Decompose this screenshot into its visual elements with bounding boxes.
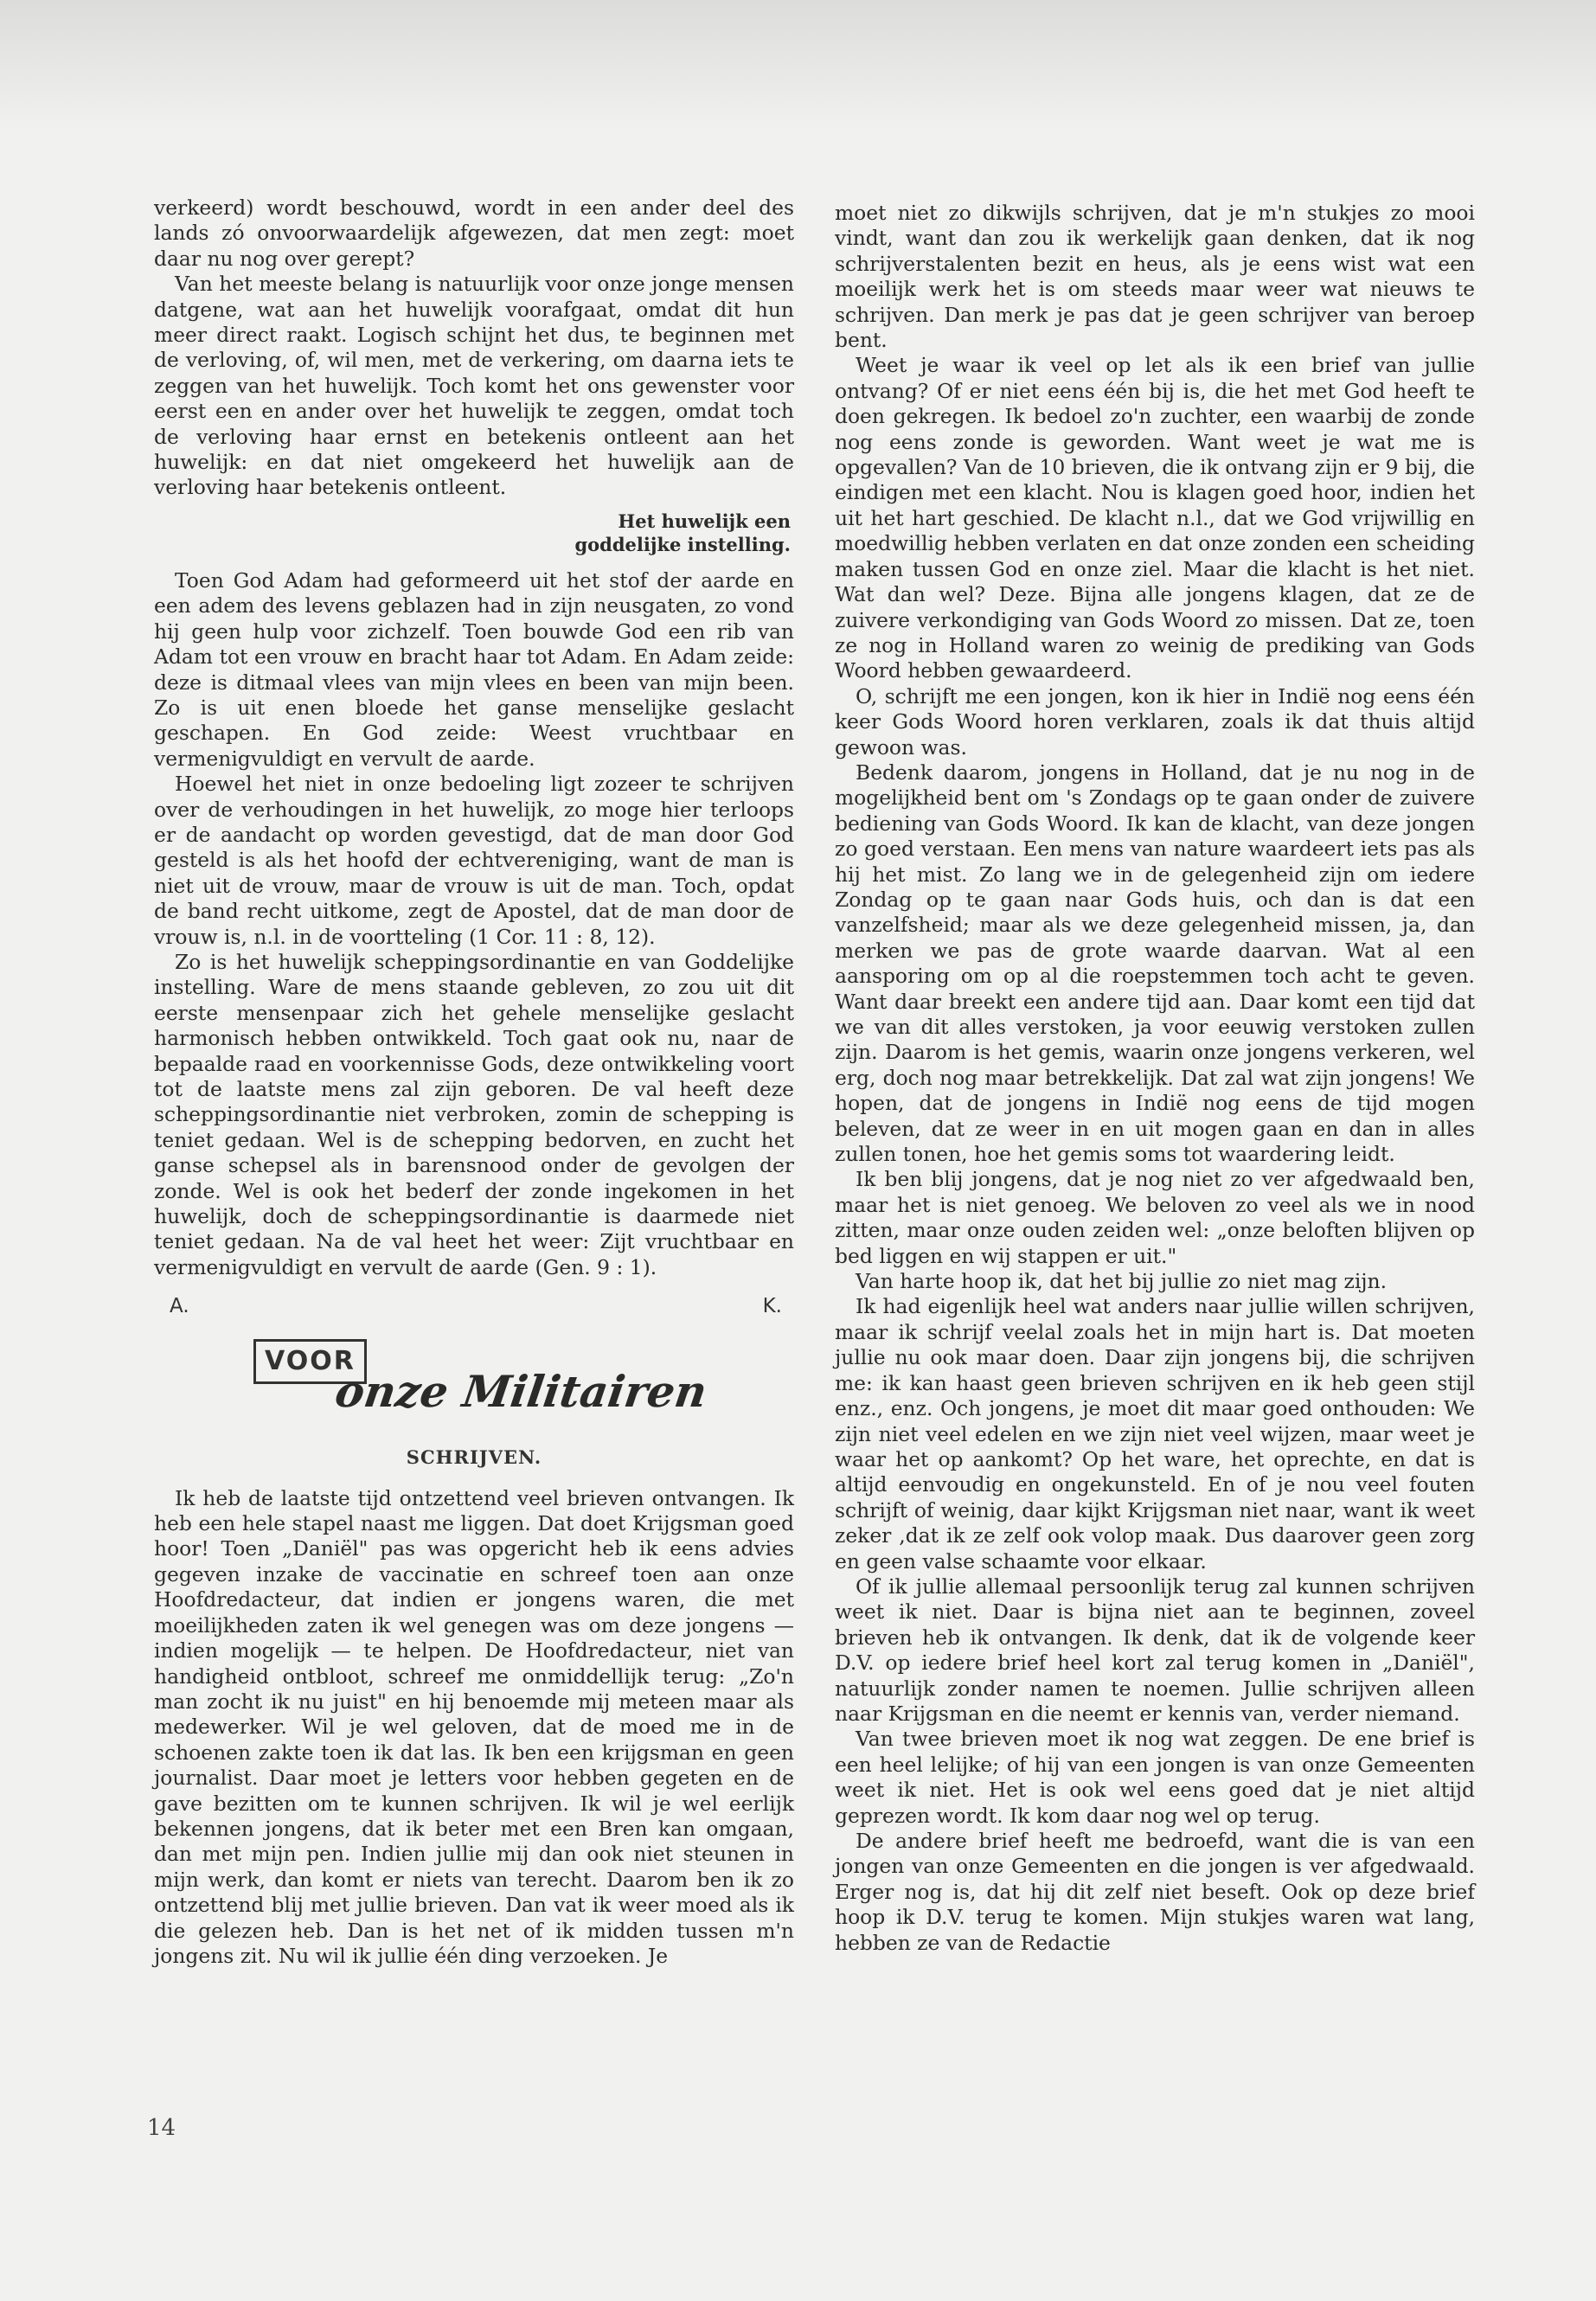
left-column — [154, 195, 794, 1969]
paragraph: Van het meeste belang is natuurlijk voor onze jonge mensen datgene, wat aan het huwelijk voorafgaat, omdat dit hun meer direct raakt. Logisch schijnt het dus, te beginnen met de verloving, of, wil men, met de verkering, om daarna iets te zeggen van het huwelijk. Toch komt het ons gewenster voor eerst een en ander over het huwelijk te zeggen, omdat toch de verloving haar ernst en betekenis ontleent aan het huwelijk: en dat niet omgekeerd het huwelijk aan de verloving haar betekenis ontleent. — [154, 272, 794, 500]
paragraph: Zo is het huwelijk scheppingsordinantie en van Goddelijke instelling. Ware de mens staande gebleven, zo zou uit dit eerste mensenpaar zich het gehele menselijke geslacht harmonisch hebben ontwikkeld. Toch gaat ook nu, naar de bepaalde raad en voorkennisse Gods, deze ontwikkeling voort tot de laatste mens zal zijn geboren. De val heeft deze scheppingsordinantie niet verbroken, zomin de schepping is teniet gedaan. Wel is de schepping bedorven, en zucht het ganse schepsel als in barensnood onder de gevolgen der zonde. Wel is ook het bederf der zonde ingekomen in het huwelijk, doch de scheppingsordinantie is daarmede niet teniet gedaan. Na de val heet het weer: Zijt vruchtbaar en vermenigvuldigt en vervult de aarde (Gen. 9 : 1). — [154, 949, 794, 1279]
paragraph: Of ik jullie allemaal persoonlijk terug zal kunnen schrijven weet ik niet. Daar is bijna niet aan te beginnen, zoveel brieven heb ik ontvangen. Ik denk, dat ik de volgende keer D.V. op iedere brief heel kort zal terug komen in „Daniël", natuurlijk zonder namen te noemen. Jullie schrijven alleen naar Krijgsman en die neemt er kennis van, verder niemand. — [835, 1574, 1475, 1726]
paragraph: Ik ben blij jongens, dat je nog niet zo ver afgedwaald ben, maar het is niet genoeg. We beloven zo veel als we in nood zitten, maar onze ouden zeiden wel: „onze beloften blijven op bed liggen en wij stappen er uit." — [835, 1167, 1475, 1268]
paragraph: O, schrijft me een jongen, kon ik hier in Indië nog eens één keer Gods Woord horen verklaren, zoals ik dat thuis altijd gewoon was. — [835, 683, 1475, 760]
paragraph: moet niet zo dikwijls schrijven, dat je m'n stukjes zo mooi vindt, want dan zou ik werkelijk gaan denken, dat ik nog schrijverstalenten bezit en heus, als je eens wist wat een moeilijk werk het is om steeds maar weer wat nieuws te schrijven. Dan merk je pas dat je geen schrijver van beroep bent. — [835, 201, 1475, 353]
paragraph: Van twee brieven moet ik nog wat zeggen. De ene brief is een heel lelijke; of hij van een jongen is van onze Gemeenten weet ik niet. Het is ook wel eens goed dat je niet altijd geprezen wordt. Ik kom daar nog wel op terug. — [835, 1727, 1475, 1828]
paragraph: verkeerd) wordt beschouwd, wordt in een ander deel des lands zó onvoorwaardelijk afgewezen, dat men zegt: moet daar nu nog over gerept? — [154, 195, 794, 271]
paragraph: Ik had eigenlijk heel wat anders naar jullie willen schrijven, maar ik schrijf veelal zoals het in mijn hart is. Dat moeten jullie nu ook maar doen. Daar zijn jongens bij, die schrijven me: ik kan haast geen brieven schrijven en ik heb geen stijl enz., enz. Och jongens, je moet dit maar goed onthouden: We zijn niet veel edelen en we zijn niet veel wijzen, maar weet je waar het op aankomt? Op het ware, het oprechte, en dat is altijd eenvoudig en ongekunsteld. En of je nou veel fouten schrijft of weinig, daar kijkt Krijgsman niet naar, want ik weet zeker ,dat ik ze zelf ook volop maak. Dus daarover geen zorg en geen valse schaamte voor elkaar. — [835, 1294, 1475, 1574]
article-title: SCHRIJVEN. — [406, 1445, 542, 1468]
signature-initial-right: K. — [762, 1295, 782, 1318]
paragraph: Ik heb de laatste tijd ontzettend veel brieven ontvangen. Ik heb een hele stapel naast me liggen. Dat doet Krijgsman goed hoor! Toen „Daniël" pas was opgericht heb ik eens advies gegeven inzake de vaccinatie en schreef toen aan onze Hoofdredacteur, dat indien er jongens waren, die met moeilijkheden zaten ik wel genegen was om deze jongens — indien mogelijk — te helpen. De Hoofdredacteur, niet van handigheid ontbloot, schreef me onmiddellijk terug: „Zo'n man zocht ik nu juist" en hij benoemde mij meteen maar als medewerker. Wil je wel geloven, dat de moed me in de schoenen zakte toen ik dat las. Ik ben een krijgsman en geen journalist. Daar moet je letters voor hebben gegeten en de gave bezitten om te kunnen schrijven. Ik wil je wel eerlijk bekennen jongens, dat ik beter met een Bren kan omgaan, dan met mijn pen. Indien jullie mij dan ook niet steunen in mijn werk, dan komt er niets van terecht. Daarom ben ik zo ontzettend blij met jullie brieven. Dan vat ik weer moed als ik die gelezen heb. Dan is het net of ik midden tussen m'n jongens zit. Nu wil ik jullie één ding verzoeken. Je — [154, 1485, 794, 1968]
paragraph: Weet je waar ik veel op let als ik een brief van jullie ontvang? Of er niet eens één bij is, die het met God heeft te doen gekregen. Ik bedoel zo'n zuchter, een waarbij de zonde nog eens zonde is geworden. Want weet je wat me is opgevallen? Van de 10 brieven, die ik ontvang zijn er 9 bij, die eindigen met een klacht. Nou is klagen goed hoor, indien het uit het hart geschied. De klacht n.l., dat we God vrijwillig en moedwillig hebben verlaten en dat onze zonden een scheiding maken tussen God en onze ziel. Maar die klacht is het niet. Wat dan wel? Deze. Bijna alle jongens klagen, dat ze de zuivere verkondiging van Gods Woord zo missen. Dat ze, toen ze nog in Holland waren zo weinig de prediking van Gods Woord hebben gewaardeerd. — [835, 353, 1475, 683]
paragraph: Van harte hoop ik, dat het bij jullie zo niet mag zijn. — [856, 1269, 1388, 1294]
masthead-box-label: VOOR — [253, 1339, 367, 1384]
paragraph: Toen God Adam had geformeerd uit het stof der aarde en een adem des levens geblazen had in zijn neusgaten, zo vond hij geen hulp voor zichzelf. Toen bouwde God een rib van Adam tot een vrouw en bracht haar tot Adam. En Adam zeide: deze is ditmaal vlees van mijn vlees en been van mijn been. Zo is uit enen bloede het ganse menselijke geslacht geschapen. En God zeide: Weest vruchtbaar en vermenigvuldigt en vervult de aarde. — [154, 567, 794, 771]
page-number: 14 — [147, 2115, 176, 2141]
paragraph: Bedenk daarom, jongens in Holland, dat je nu nog in de mogelijkheid bent om 's Zondags op te gaan onder de zuivere bediening van Gods Woord. Ik kan de klacht, van deze jongen zo goed verstaan. Een mens van nature waardeert iets pas als hij het mist. Zo lang we in de gelegenheid zijn om iedere Zondag op te gaan naar Gods huis, och dan is dat een vanzelfsheid; maar als we deze gelegenheid missen, ja, dan merken we pas de grote waarde daarvan. Wat al een aansporing om op al die roepstemmen toch acht te geven. Want daar breekt een andere tijd aan. Daar komt een tijd dat we van dit alles verstoken, ja voor eeuwig verstoken zullen zijn. Daarom is het gemis, waarin onze jongens verkeren, wel erg, doch nog maar betrekkelijk. Dat zal wat zijn jongens! We hopen, dat de jongens in Indië nog eens de tijd mogen beleven, dat ze weer in en uit mogen gaan en dan in alles zullen tonen, hoe het gemis soms tot waardering leidt. — [835, 760, 1475, 1167]
masthead-script-title: onze Militairen — [331, 1365, 710, 1417]
signature-initial-left: A. — [170, 1295, 189, 1318]
section-masthead — [154, 1330, 794, 1486]
right-column — [835, 201, 1475, 1956]
author-signature — [170, 1294, 782, 1319]
paragraph: De andere brief heeft me bedroefd, want die is van een jongen van onze Gemeenten en die jongen is ver afgedwaald. Erger nog is, dat hij dit zelf niet beseft. Ook op deze brief hoop ik D.V. terug te komen. Mijn stukjes waren wat lang, hebben ze van de Redactie — [835, 1829, 1475, 1955]
section-heading: Het huwelijk een goddelijke instelling. — [574, 510, 791, 555]
paragraph: Hoewel het niet in onze bedoeling ligt zozeer te schrijven over de verhoudingen in het huwelijk, zo moge hier terloops er de aandacht op worden gevestigd, dat de man door God gesteld is als het hoofd der echtvereniging, want de man is niet uit de vrouw, maar de vrouw is uit de man. Toch, opdat de band recht uitkome, zegt de Apostel, dat de man door de vrouw is, n.l. in de voortteling (1 Cor. 11 : 8, 12). — [154, 772, 794, 949]
scan-shadow — [0, 0, 1596, 130]
